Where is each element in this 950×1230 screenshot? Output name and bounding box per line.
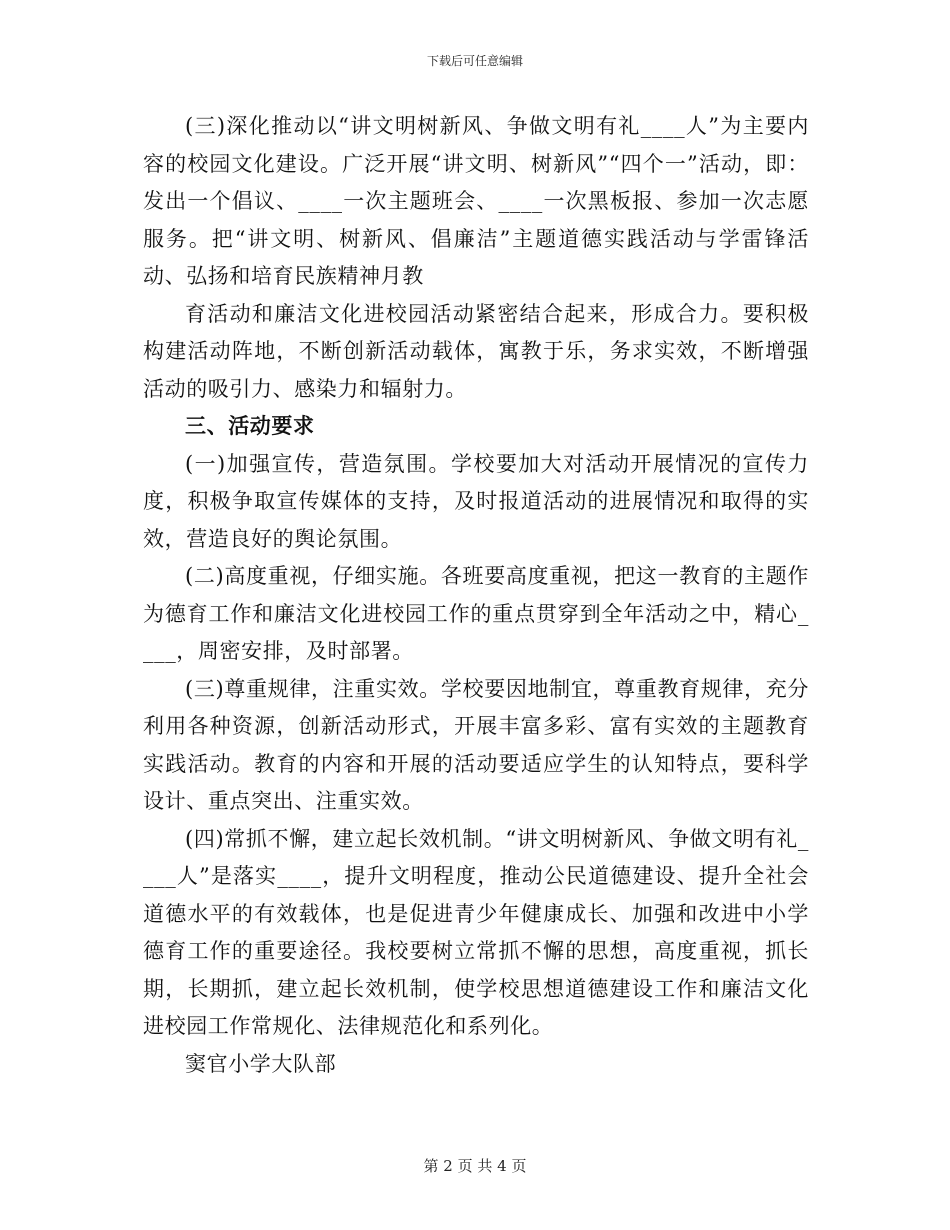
page-header: 下载后可任意编辑 xyxy=(426,54,523,68)
paragraph-requirement-1: (一)加强宣传，营造氛围。学校要加大对活动开展情况的宣传力度，积极争取宣传媒体的支持，及时报道活动的进展情况和取得的实效，营造良好的舆论氛围。 xyxy=(143,451,809,551)
paragraph-requirement-4: (四)常抓不懈，建立起长效机制。“讲文明树新风、争做文明有礼____人”是落实____，提升文明程度，推动公民道德建设、提升全社会道德水平的有效载体，也是促进青少年健康成长、加强和改进中小学德育工作的重要途径。我校要树立常抓不懈的思想，高度重视，抓长期，长期抓，建立起长效机制，使学校思想道德建设工作和廉洁文化进校园工作常规化、法律规范化和系列化。 xyxy=(143,826,809,1038)
paragraph-activity-integration: 育活动和廉洁文化进校园活动紧密结合起来，形成合力。要积极构建活动阵地，不断创新活动载体，寓教于乐，务求实效，不断增强活动的吸引力、感染力和辐射力。 xyxy=(143,301,809,401)
document-body xyxy=(143,108,809,1083)
paragraph-requirement-2: (二)高度重视，仔细实施。各班要高度重视，把这一教育的主题作为德育工作和廉洁文化进校园工作的重点贯穿到全年活动之中，精心____，周密安排，及时部署。 xyxy=(143,564,809,663)
signature-organization: 窦官小学大队部 xyxy=(185,1051,337,1076)
paragraph-culture-construction: (三)深化推动以“讲文明树新风、争做文明有礼____人”为主要内容的校园文化建设。广泛开展“讲文明、树新风”“四个一”活动，即：发出一个倡议、____一次主题班会、____一次黑板报、参加一次志愿服务。把“讲文明、树新风、倡廉洁”主题道德实践活动与学雷锋活动、弘扬和培育民族精神月教 xyxy=(143,114,809,288)
page-footer-page-number: 第 2 页 共 4 页 xyxy=(423,1157,527,1175)
paragraph-requirement-3: (三)尊重规律，注重实效。学校要因地制宜，尊重教育规律，充分利用各种资源，创新活动形式，开展丰富多彩、富有实效的主题教育实践活动。教育的内容和开展的活动要适应学生的认知特点，要科学设计、重点突出、注重实效。 xyxy=(143,676,809,813)
section-heading-requirements: 三、活动要求 xyxy=(185,414,315,438)
